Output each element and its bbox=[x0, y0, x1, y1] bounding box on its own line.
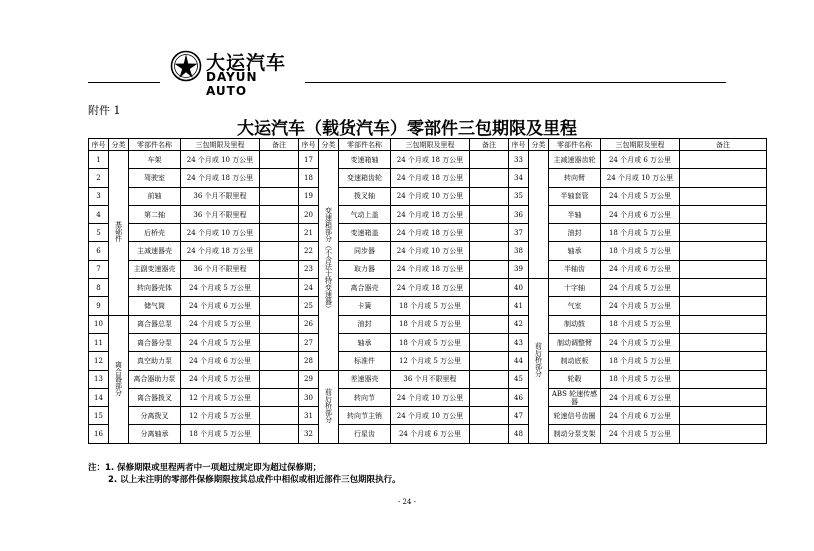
warranty-period: 18 个月或 5 万公里 bbox=[601, 242, 680, 260]
part-name: 主副变速器壳 bbox=[129, 260, 181, 278]
part-name: 轮毂 bbox=[549, 370, 601, 388]
remark-cell bbox=[470, 260, 509, 278]
row-number: 24 bbox=[299, 279, 319, 297]
part-name: 主减速器齿轮 bbox=[549, 151, 601, 169]
part-name: 标准件 bbox=[339, 352, 391, 370]
row-number: 2 bbox=[89, 169, 109, 187]
table-row bbox=[89, 315, 767, 333]
part-name: 半轴 bbox=[549, 205, 601, 223]
col-header-category: 分类 bbox=[319, 139, 339, 151]
part-name: 十字轴 bbox=[549, 279, 601, 297]
row-number: 10 bbox=[89, 315, 109, 333]
category-label: 离合器部分 bbox=[114, 360, 123, 396]
table-row bbox=[89, 370, 767, 388]
row-number: 35 bbox=[509, 187, 529, 205]
warranty-period: 24 个月或 5 万公里 bbox=[601, 297, 680, 315]
row-number: 12 bbox=[89, 352, 109, 370]
remark-cell bbox=[680, 224, 767, 242]
table-row bbox=[89, 425, 767, 443]
row-number: 6 bbox=[89, 242, 109, 260]
row-number: 3 bbox=[89, 187, 109, 205]
remark-cell bbox=[260, 333, 299, 351]
row-number: 47 bbox=[509, 407, 529, 425]
part-name: 真空助力泵 bbox=[129, 352, 181, 370]
row-number: 34 bbox=[509, 169, 529, 187]
remark-cell bbox=[260, 425, 299, 443]
warranty-period: 24 个月或 18 万公里 bbox=[391, 279, 470, 297]
col-header-no: 序号 bbox=[89, 139, 109, 151]
footnote-2: 2. 以上未注明的零部件保修期限按其总成件中相似或相近部件三包期限执行。 bbox=[108, 475, 401, 485]
col-header-part: 零部件名称 bbox=[549, 139, 601, 151]
category-label: 前后桥部分 bbox=[324, 388, 333, 424]
table-header-row bbox=[89, 139, 767, 151]
part-name: 轴承 bbox=[549, 242, 601, 260]
remark-cell bbox=[260, 297, 299, 315]
remark-cell bbox=[470, 187, 509, 205]
remark-cell bbox=[470, 224, 509, 242]
row-number: 22 bbox=[299, 242, 319, 260]
table-row bbox=[89, 187, 767, 205]
warranty-period: 36 个月不限里程 bbox=[181, 260, 260, 278]
part-name: 离合器助力泵 bbox=[129, 370, 181, 388]
remark-cell bbox=[680, 333, 767, 351]
remark-cell bbox=[260, 388, 299, 406]
warranty-period: 24 个月或 10 万公里 bbox=[391, 407, 470, 425]
warranty-period: 24 个月或 18 万公里 bbox=[391, 224, 470, 242]
part-name: 轴承 bbox=[339, 333, 391, 351]
row-number: 16 bbox=[89, 425, 109, 443]
part-name: 行星齿 bbox=[339, 425, 391, 443]
row-number: 21 bbox=[299, 224, 319, 242]
warranty-period: 24 个月或 10 万公里 bbox=[181, 151, 260, 169]
remark-cell bbox=[260, 224, 299, 242]
warranty-period: 24 个月或 5 万公里 bbox=[601, 333, 680, 351]
category-cell bbox=[319, 151, 339, 371]
warranty-period: 12 个月或 5 万公里 bbox=[391, 352, 470, 370]
footnotes bbox=[88, 462, 401, 486]
part-name: 变速箱盖 bbox=[339, 224, 391, 242]
row-number: 27 bbox=[299, 333, 319, 351]
table-row bbox=[89, 333, 767, 351]
row-number: 43 bbox=[509, 333, 529, 351]
warranty-period: 24 个月或 18 万公里 bbox=[391, 205, 470, 223]
part-name: 分离轴承 bbox=[129, 425, 181, 443]
warranty-period: 24 个月或 10 万公里 bbox=[181, 224, 260, 242]
footnote-1: 注：1. 保修期限或里程两者中一项超过规定即为超过保修期； bbox=[88, 463, 322, 473]
remark-cell bbox=[470, 425, 509, 443]
part-name: 变速箱齿轮 bbox=[339, 169, 391, 187]
remark-cell bbox=[680, 205, 767, 223]
header-rule-right bbox=[305, 82, 726, 83]
col-header-remark: 备注 bbox=[260, 139, 299, 151]
remark-cell bbox=[680, 370, 767, 388]
table-row bbox=[89, 297, 767, 315]
part-name: 后桥壳 bbox=[129, 224, 181, 242]
remark-cell bbox=[470, 333, 509, 351]
remark-cell bbox=[680, 187, 767, 205]
warranty-period: 24 个月或 5 万公里 bbox=[601, 187, 680, 205]
row-number: 23 bbox=[299, 260, 319, 278]
appendix-label: 附件 1 bbox=[88, 104, 121, 117]
warranty-period: 24 个月或 6 万公里 bbox=[391, 425, 470, 443]
row-number: 11 bbox=[89, 333, 109, 351]
row-number: 28 bbox=[299, 352, 319, 370]
table-row bbox=[89, 407, 767, 425]
col-header-remark: 备注 bbox=[680, 139, 767, 151]
row-number: 7 bbox=[89, 260, 109, 278]
remark-cell bbox=[680, 425, 767, 443]
warranty-period: 24 个月或 6 万公里 bbox=[601, 407, 680, 425]
part-name: 制动调整臂 bbox=[549, 333, 601, 351]
row-number: 38 bbox=[509, 242, 529, 260]
warranty-period: 24 个月或 10 万公里 bbox=[391, 187, 470, 205]
row-number: 45 bbox=[509, 370, 529, 388]
part-name: 驾驶室 bbox=[129, 169, 181, 187]
warranty-period: 24 个月或 5 万公里 bbox=[181, 333, 260, 351]
col-header-no: 序号 bbox=[509, 139, 529, 151]
part-name: 离合器壳 bbox=[339, 279, 391, 297]
logo-cn-text: 大运汽车 bbox=[206, 52, 287, 74]
warranty-period: 36 个月不限里程 bbox=[391, 370, 470, 388]
remark-cell bbox=[680, 315, 767, 333]
col-header-no: 序号 bbox=[299, 139, 319, 151]
part-name: 分离拨叉 bbox=[129, 407, 181, 425]
part-name: 转向臂 bbox=[549, 169, 601, 187]
dayun-logo bbox=[170, 48, 300, 98]
col-header-warranty: 三包期限及里程 bbox=[181, 139, 260, 151]
row-number: 48 bbox=[509, 425, 529, 443]
row-number: 14 bbox=[89, 388, 109, 406]
category-cell-empty bbox=[529, 151, 549, 279]
dayun-star-icon bbox=[170, 50, 202, 82]
remark-cell bbox=[470, 151, 509, 169]
row-number: 5 bbox=[89, 224, 109, 242]
table-row bbox=[89, 151, 767, 169]
category-cell bbox=[319, 370, 339, 443]
row-number: 41 bbox=[509, 297, 529, 315]
remark-cell bbox=[260, 352, 299, 370]
warranty-period: 36 个月不限里程 bbox=[181, 205, 260, 223]
warranty-period: 24 个月或 5 万公里 bbox=[181, 279, 260, 297]
warranty-period: 12 个月或 5 万公里 bbox=[181, 388, 260, 406]
remark-cell bbox=[680, 279, 767, 297]
remark-cell bbox=[680, 151, 767, 169]
row-number: 15 bbox=[89, 407, 109, 425]
part-name: 同步器 bbox=[339, 242, 391, 260]
part-name: 离合器分泵 bbox=[129, 333, 181, 351]
remark-cell bbox=[470, 407, 509, 425]
remark-cell bbox=[260, 205, 299, 223]
row-number: 1 bbox=[89, 151, 109, 169]
category-label: 变速箱部分（不含法士特变速器） bbox=[324, 206, 333, 312]
row-number: 40 bbox=[509, 279, 529, 297]
warranty-period: 24 个月或 5 万公里 bbox=[601, 425, 680, 443]
warranty-period: 18 个月或 5 万公里 bbox=[391, 297, 470, 315]
remark-cell bbox=[680, 352, 767, 370]
col-header-part: 零部件名称 bbox=[339, 139, 391, 151]
warranty-period: 24 个月或 6 万公里 bbox=[181, 352, 260, 370]
part-name: 油封 bbox=[339, 315, 391, 333]
part-name: 转向节 bbox=[339, 388, 391, 406]
table-row bbox=[89, 169, 767, 187]
part-name: 前轴 bbox=[129, 187, 181, 205]
part-name: 卡簧 bbox=[339, 297, 391, 315]
remark-cell bbox=[260, 260, 299, 278]
part-name: 制动鼓 bbox=[549, 315, 601, 333]
warranty-period: 18 个月或 5 万公里 bbox=[181, 425, 260, 443]
part-name: 轮速信号齿圈 bbox=[549, 407, 601, 425]
category-cell bbox=[109, 151, 129, 316]
warranty-period: 18 个月或 5 万公里 bbox=[601, 370, 680, 388]
warranty-period: 18 个月或 5 万公里 bbox=[601, 315, 680, 333]
logo-en-text: DAYUN AUTO bbox=[206, 70, 258, 98]
row-number: 37 bbox=[509, 224, 529, 242]
table-row bbox=[89, 388, 767, 406]
part-name: ABS 轮速传感器 bbox=[549, 388, 601, 406]
category-label: 基础件 bbox=[114, 221, 123, 243]
table-row bbox=[89, 279, 767, 297]
row-number: 19 bbox=[299, 187, 319, 205]
table-row bbox=[89, 224, 767, 242]
remark-cell bbox=[470, 205, 509, 223]
remark-cell bbox=[680, 388, 767, 406]
warranty-period: 24 个月或 10 万公里 bbox=[391, 242, 470, 260]
row-number: 20 bbox=[299, 205, 319, 223]
warranty-period: 24 个月或 6 万公里 bbox=[601, 205, 680, 223]
remark-cell bbox=[470, 370, 509, 388]
remark-cell bbox=[260, 187, 299, 205]
warranty-period: 24 个月或 18 万公里 bbox=[181, 242, 260, 260]
table-row bbox=[89, 260, 767, 278]
col-header-warranty: 三包期限及里程 bbox=[391, 139, 470, 151]
remark-cell bbox=[260, 169, 299, 187]
remark-cell bbox=[260, 242, 299, 260]
row-number: 42 bbox=[509, 315, 529, 333]
part-name: 转向节主销 bbox=[339, 407, 391, 425]
remark-cell bbox=[260, 370, 299, 388]
table-row bbox=[89, 205, 767, 223]
remark-cell bbox=[680, 297, 767, 315]
part-name: 储气筒 bbox=[129, 297, 181, 315]
category-cell bbox=[529, 279, 549, 444]
row-number: 32 bbox=[299, 425, 319, 443]
remark-cell bbox=[470, 169, 509, 187]
warranty-period: 24 个月或 5 万公里 bbox=[181, 370, 260, 388]
col-header-part: 零部件名称 bbox=[129, 139, 181, 151]
warranty-period: 24 个月或 18 万公里 bbox=[181, 169, 260, 187]
row-number: 33 bbox=[509, 151, 529, 169]
table-row bbox=[89, 242, 767, 260]
part-name: 转向器壳体 bbox=[129, 279, 181, 297]
part-name: 油封 bbox=[549, 224, 601, 242]
warranty-period: 36 个月不限里程 bbox=[181, 187, 260, 205]
row-number: 29 bbox=[299, 370, 319, 388]
remark-cell bbox=[260, 407, 299, 425]
remark-cell bbox=[680, 242, 767, 260]
part-name: 差速器壳 bbox=[339, 370, 391, 388]
warranty-period: 18 个月或 5 万公里 bbox=[601, 224, 680, 242]
part-name: 第二轴 bbox=[129, 205, 181, 223]
part-name: 气室 bbox=[549, 297, 601, 315]
col-header-warranty: 三包期限及里程 bbox=[601, 139, 680, 151]
remark-cell bbox=[260, 315, 299, 333]
category-label: 前后桥部分 bbox=[534, 342, 543, 378]
row-number: 46 bbox=[509, 388, 529, 406]
header-rule-left bbox=[88, 82, 160, 83]
warranty-period: 24 个月或 5 万公里 bbox=[601, 279, 680, 297]
warranty-table bbox=[88, 138, 767, 444]
part-name: 半轴套管 bbox=[549, 187, 601, 205]
remark-cell bbox=[680, 169, 767, 187]
row-number: 30 bbox=[299, 388, 319, 406]
row-number: 8 bbox=[89, 279, 109, 297]
document-title: 大运汽车（载货汽车）零部件三包期限及里程 bbox=[237, 119, 577, 139]
warranty-period: 18 个月或 5 万公里 bbox=[391, 333, 470, 351]
row-number: 36 bbox=[509, 205, 529, 223]
warranty-period: 18 个月或 5 万公里 bbox=[601, 352, 680, 370]
category-cell bbox=[109, 315, 129, 443]
row-number: 44 bbox=[509, 352, 529, 370]
warranty-period: 24 个月或 5 万公里 bbox=[181, 315, 260, 333]
row-number: 39 bbox=[509, 260, 529, 278]
part-name: 离合器拨叉 bbox=[129, 388, 181, 406]
remark-cell bbox=[260, 279, 299, 297]
part-name: 拨叉轴 bbox=[339, 187, 391, 205]
warranty-period: 24 个月或 18 万公里 bbox=[391, 151, 470, 169]
warranty-period: 12 个月或 5 万公里 bbox=[181, 407, 260, 425]
col-header-category: 分类 bbox=[109, 139, 129, 151]
page-number: - 24 - bbox=[397, 498, 417, 506]
remark-cell bbox=[470, 279, 509, 297]
row-number: 25 bbox=[299, 297, 319, 315]
warranty-period: 24 个月或 6 万公里 bbox=[601, 151, 680, 169]
row-number: 18 bbox=[299, 169, 319, 187]
col-header-remark: 备注 bbox=[470, 139, 509, 151]
row-number: 31 bbox=[299, 407, 319, 425]
row-number: 26 bbox=[299, 315, 319, 333]
part-name: 半轴齿 bbox=[549, 260, 601, 278]
remark-cell bbox=[470, 242, 509, 260]
table-row bbox=[89, 352, 767, 370]
remark-cell bbox=[470, 315, 509, 333]
warranty-period: 18 个月或 5 万公里 bbox=[391, 315, 470, 333]
row-number: 13 bbox=[89, 370, 109, 388]
part-name: 离合器总泵 bbox=[129, 315, 181, 333]
row-number: 17 bbox=[299, 151, 319, 169]
warranty-period: 24 个月或 18 万公里 bbox=[391, 169, 470, 187]
warranty-period: 24 个月或 10 万公里 bbox=[601, 169, 680, 187]
part-name: 制动底板 bbox=[549, 352, 601, 370]
part-name: 变速箱轴 bbox=[339, 151, 391, 169]
remark-cell bbox=[680, 260, 767, 278]
part-name: 制动分泵支架 bbox=[549, 425, 601, 443]
part-name: 主减速器壳 bbox=[129, 242, 181, 260]
row-number: 9 bbox=[89, 297, 109, 315]
remark-cell bbox=[680, 407, 767, 425]
part-name: 车架 bbox=[129, 151, 181, 169]
warranty-period: 24 个月或 6 万公里 bbox=[601, 260, 680, 278]
col-header-category: 分类 bbox=[529, 139, 549, 151]
remark-cell bbox=[470, 352, 509, 370]
warranty-period: 24 个月或 6 万公里 bbox=[601, 388, 680, 406]
part-name: 气动上盖 bbox=[339, 205, 391, 223]
part-name: 取力器 bbox=[339, 260, 391, 278]
remark-cell bbox=[470, 297, 509, 315]
remark-cell bbox=[470, 388, 509, 406]
remark-cell bbox=[260, 151, 299, 169]
warranty-period: 24 个月或 18 万公里 bbox=[391, 260, 470, 278]
warranty-period: 24 个月或 10 万公里 bbox=[391, 388, 470, 406]
row-number: 4 bbox=[89, 205, 109, 223]
warranty-period: 24 个月或 6 万公里 bbox=[181, 297, 260, 315]
